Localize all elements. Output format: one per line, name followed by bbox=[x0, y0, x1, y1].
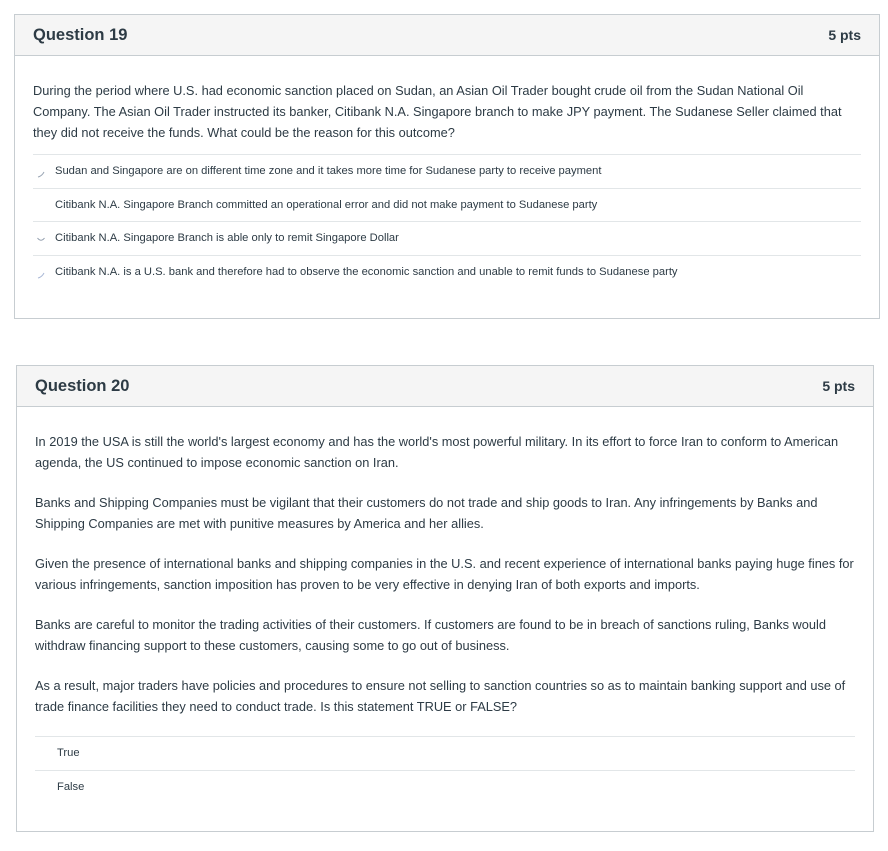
question-20-card bbox=[16, 365, 874, 832]
question-paragraph: Given the presence of international banks and shipping companies in the U.S. and recent experience of international banks paying huge fines for various infringements, sanction imposition has proven to be very effective in denying Iran of both exports and imports. bbox=[35, 556, 854, 592]
question-19-card bbox=[14, 14, 880, 319]
question-text: During the period where U.S. had economic sanction placed on Sudan, an Asian Oil Trader bought crude oil from the Sudan National Oil Company. The Asian Oil Trader instructed its banker, Citibank N.A. Singapore branch to make JPY payment. The Sudanese Seller claimed that they did not receive the funds. What could be the reason for this outcome? bbox=[33, 83, 842, 140]
answer-label: False bbox=[57, 780, 85, 793]
answer-option[interactable] bbox=[33, 255, 861, 289]
answer-option[interactable] bbox=[33, 188, 861, 222]
answer-option[interactable] bbox=[33, 221, 861, 255]
question-points: 5 pts bbox=[828, 27, 861, 43]
answer-mark-icon bbox=[36, 169, 46, 179]
answer-label: Citibank N.A. Singapore Branch is able only to remit Singapore Dollar bbox=[55, 232, 399, 245]
answer-option[interactable] bbox=[33, 154, 861, 188]
answer-mark-icon bbox=[36, 270, 46, 280]
question-paragraph: Banks and Shipping Companies must be vigilant that their customers do not trade and ship goods to Iran. Any infringements by Banks and Shipping Companies are met with punitive measures by America and her allies. bbox=[35, 495, 818, 531]
question-points: 5 pts bbox=[822, 378, 855, 394]
answer-option-false[interactable] bbox=[35, 770, 855, 804]
question-paragraph: As a result, major traders have policies and procedures to ensure not selling to sanction countries so as to maintain banking support and use of trade finance facilities they need to conduct trade. Is this statement TRUE or FALSE? bbox=[35, 678, 846, 714]
answer-label: Citibank N.A. Singapore Branch committed an operational error and did not make payment to Sudanese party bbox=[55, 198, 598, 211]
answer-list bbox=[35, 736, 855, 803]
question-paragraph: In 2019 the USA is still the world's largest economy and has the world's most powerful military. In its effort to force Iran to conform to American agenda, the US continued to impose economic sanction on Iran. bbox=[35, 434, 839, 470]
answer-label: True bbox=[57, 747, 80, 760]
answer-mark-icon bbox=[36, 234, 46, 244]
answer-option-true[interactable] bbox=[35, 736, 855, 770]
answer-list bbox=[33, 154, 861, 288]
question-title: Question 19 bbox=[33, 25, 128, 44]
question-title: Question 20 bbox=[35, 376, 130, 395]
answer-label: Sudan and Singapore are on different time zone and it takes more time for Sudanese party to receive payment bbox=[55, 165, 602, 178]
question-paragraph: Banks are careful to monitor the trading activities of their customers. If customers are found to be in breach of sanctions ruling, Banks would withdraw financing support to these customers, causing some to go out of business. bbox=[35, 617, 826, 653]
answer-label: Citibank N.A. is a U.S. bank and therefore had to observe the economic sanction and unable to remit funds to Sudanese party bbox=[55, 265, 678, 278]
question-header bbox=[17, 366, 873, 407]
question-header bbox=[15, 15, 879, 56]
